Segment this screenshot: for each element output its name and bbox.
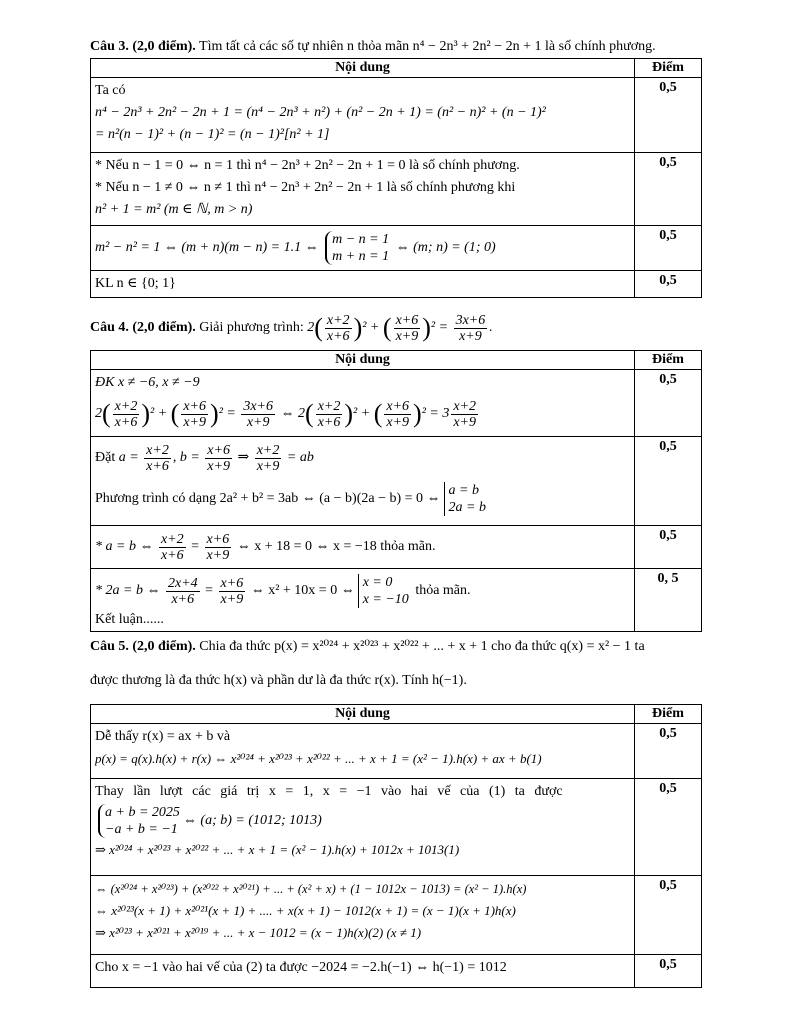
q5-text-1: Chia đa thức p(x) = x²⁰²⁴ + x²⁰²³ + x²⁰²² + ... + x + 1 cho đa thức q(x) = x² − 1 ta [199, 639, 645, 654]
q4-col-points: Điểm [635, 351, 702, 370]
system-eq: −a + b = −1 [105, 821, 178, 837]
solution-line: ĐK x ≠ −6, x ≠ −9 [95, 375, 200, 390]
points-cell: 0,5 [635, 437, 702, 526]
solution-line: Ta có [95, 83, 126, 98]
points-cell: 0,5 [635, 955, 702, 988]
solution-line: n⁴ − 2n³ + 2n² − 2n + 1 = (n⁴ − 2n³ + n²) + (n² − 2n + 1) = (n² − n)² + (n − 1)² [95, 105, 546, 120]
eq-text: thỏa mãn. [415, 583, 471, 599]
points-cell: 0,5 [635, 271, 702, 298]
solution-line: * Nếu n − 1 = 0 ⇔ n = 1 thì n⁴ − 2n³ + 2n² − 2n + 1 = 0 là số chính phương. [95, 158, 520, 173]
equation-system [325, 231, 389, 265]
table-row [91, 779, 702, 876]
solution-line: ⇔ (x²⁰²⁴ + x²⁰²³) + (x²⁰²² + x²⁰²¹) + ... + (x² + x) + (1 − 1012x − 1013) = (x² − 1).h(x) [95, 882, 527, 896]
solution-line [95, 803, 630, 839]
q5-text-2: được thương là đa thức h(x) và phần dư là đa thức r(x). Tính h(−1). [90, 673, 467, 688]
q5-heading [90, 636, 722, 692]
q4-heading [90, 310, 730, 346]
solution-line: = n²(n − 1)² + (n − 1)² = (n − 1)²[n² + 1] [95, 127, 330, 142]
q5-label: Câu 5. (2,0 điểm). [90, 639, 196, 654]
solution-line: p(x) = q(x).h(x) + r(x) ⇔ x²⁰²⁴ + x²⁰²³ + x²⁰²² + ... + x + 1 = (x² − 1).h(x) + ax + b(1) [95, 751, 542, 766]
points-cell: 0,5 [635, 78, 702, 153]
solution-line: ⇒ x²⁰²⁴ + x²⁰²³ + x²⁰²² + ... + x + 1 = (x² − 1).h(x) + 1012x + 1013(1) [95, 842, 460, 857]
table-row [91, 437, 702, 526]
solution-line: 2( $\frac{x+2}{x+6}$ )² + ( $\frac{x+6}{x+9}$ )² = $\frac{3x+6}{x+9}$ ⇔ 2( $\frac{x+2}{x+6}$ )² + ( $\frac{x+6}{x+9}$ )² = 3 $\frac{x+2}{x+9}$ [95, 398, 477, 430]
solution-line: * Nếu n − 1 ≠ 0 ⇔ n ≠ 1 thì n⁴ − 2n³ + 2n² − 2n + 1 là số chính phương khi [95, 180, 516, 195]
q3-table [90, 58, 702, 298]
solution-line: ⇔ (m; n) = (1; 0) [395, 240, 496, 255]
solution-line: Kết luận...... [95, 612, 164, 628]
table-row [91, 153, 702, 226]
points-cell: 0,5 [635, 779, 702, 876]
q5-col-content: Nội dung [91, 705, 635, 724]
table-row [91, 271, 702, 298]
q4-table-wrap [90, 350, 702, 632]
points-cell: 0,5 [635, 876, 702, 955]
points-cell: 0,5 [635, 153, 702, 226]
case-eq: 2a = b [448, 500, 486, 515]
q5-col-points: Điểm [635, 705, 702, 724]
q3-heading [90, 38, 730, 56]
table-row [91, 370, 702, 437]
points-cell: 0,5 [635, 226, 702, 271]
eq-text: * a = b ⇔ [95, 539, 154, 555]
q4-col-content: Nội dung [91, 351, 635, 370]
system-eq: m − n = 1 [332, 231, 390, 247]
q3-col-points: Điểm [635, 59, 702, 78]
q5-table-wrap [90, 704, 702, 988]
solution-line: Đặt a = $\frac{x+2}{x+6}$ , b = $\frac{x+6}{x+9}$ ⇒ $\frac{x+2}{x+9}$ = ab [95, 442, 314, 474]
system-eq: a + b = 2025 [105, 804, 180, 820]
table-row [91, 724, 702, 779]
q4-table [90, 350, 702, 632]
q4-label: Câu 4. (2,0 điểm). [90, 320, 196, 336]
q3-table-wrap [90, 58, 702, 298]
solution-line: * 2a = b ⇔ $\frac{2x+4}{x+6}$ = $\frac{x+6}{x+9}$ ⇔ x² + 10x = 0 ⇔ x = 0 x = −10 thỏa mãn. [95, 575, 471, 607]
solution-line: Thay lần lượt các giá trị x = 1, x = −1 vào hai vế của (1) ta được [95, 784, 563, 799]
eq-text: ⇔ (a; b) = (1012; 1013) [182, 813, 322, 828]
eq-text: ⇔ x² + 10x = 0 ⇔ [250, 583, 355, 599]
table-row [91, 876, 702, 955]
q3-label: Câu 3. (2,0 điểm). [90, 39, 196, 54]
solution-line: ⇒ x²⁰²³ + x²⁰²¹ + x²⁰¹⁹ + ... + x − 1012 = (x − 1)h(x)(2) (x ≠ 1) [95, 925, 422, 940]
system-eq: m + n = 1 [332, 248, 390, 264]
solution-line: Dễ thấy r(x) = ax + b và [95, 729, 231, 744]
q5-table [90, 704, 702, 988]
points-cell: 0,5 [635, 724, 702, 779]
eq-text: ⇔ x + 18 = 0 ⇔ x = −18 thỏa mãn. [236, 539, 436, 555]
points-cell: 0,5 [635, 526, 702, 569]
points-cell: 0, 5 [635, 569, 702, 632]
solution-line: ⇔ x²⁰²³(x + 1) + x²⁰²¹(x + 1) + .... + x(x + 1) − 1012(x + 1) = (x − 1)(x + 1)h(x) [95, 903, 516, 918]
case-eq: x = −10 [362, 592, 409, 607]
equiv-sign: ⇔ [280, 406, 295, 422]
solution-line: n² + 1 = m² (m ∈ ℕ, m > n) [95, 202, 253, 217]
table-row [91, 526, 702, 569]
q4-text: Giải phương trình: [199, 320, 304, 336]
table-row [91, 569, 702, 632]
set-label: Đặt [95, 450, 116, 466]
case-eq: x = 0 [362, 575, 393, 590]
solution-line: Cho x = −1 vào hai vế của (2) ta được −2024 = −2.h(−1) ⇔ h(−1) = 1012 [95, 960, 507, 975]
solution-line [95, 477, 630, 521]
q3-text: Tìm tất cả các số tự nhiên n thỏa mãn n⁴ − 2n³ + 2n² − 2n + 1 là số chính phương. [199, 39, 656, 54]
solution-line: KL n ∈ {0; 1} [95, 276, 176, 291]
solution-line: m² − n² = 1 ⇔ (m + n)(m − n) = 1.1 ⇔ [95, 240, 319, 255]
table-row [91, 226, 702, 271]
eq-text: Phương trình có dạng 2a² + b² = 3ab ⇔ (a − b)(2a − b) = 0 ⇔ [95, 491, 441, 507]
q3-col-content: Nội dung [91, 59, 635, 78]
case-eq: a = b [448, 483, 479, 498]
eq-text: * 2a = b ⇔ [95, 583, 161, 599]
table-row [91, 955, 702, 988]
points-cell: 0,5 [635, 370, 702, 437]
table-row [91, 78, 702, 153]
solution-line: * a = b ⇔ $\frac{x+2}{x+6}$ = $\frac{x+6}{x+9}$ ⇔ x + 18 = 0 ⇔ x = −18 thỏa mãn. [95, 531, 436, 563]
q4-equation: 2( $\frac{x+2}{x+6}$ )² + ( $\frac{x+6}{x+9}$ )² = $\frac{3x+6}{x+9}$ . [307, 312, 493, 344]
